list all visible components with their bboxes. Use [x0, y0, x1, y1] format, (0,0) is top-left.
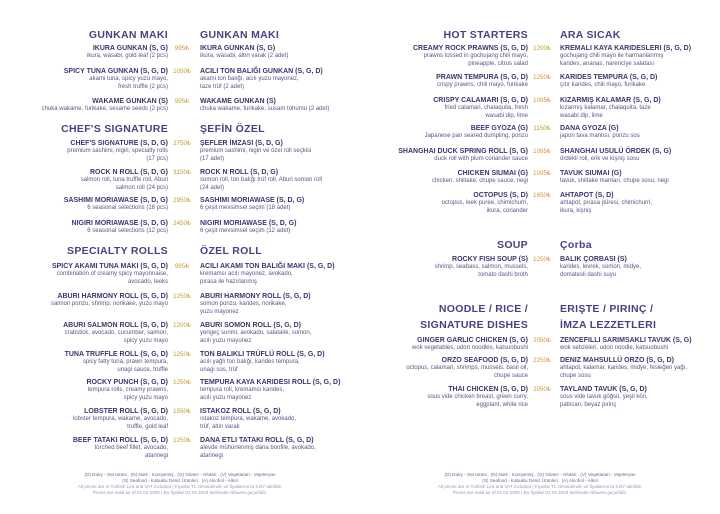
menu-item	[200, 407, 350, 431]
item-name: AHTAPOT (S, D)	[560, 192, 614, 199]
item-description: Japanese pan seared dumpling, ponzu	[424, 133, 528, 139]
item-name: OCTOPUS (S, D)	[473, 192, 528, 199]
menu-page-right	[360, 0, 720, 514]
item-description: spicy yuzu mayo	[123, 394, 168, 401]
section-title-line2: SIGNATURE DISHES	[420, 319, 528, 331]
item-name: DANA ETLI TATAKI ROLL (S, G, D)	[200, 437, 314, 444]
item-description: yengeç surimi, avokado, salatalık, somon,	[200, 330, 312, 336]
item-name: DANA GYOZA (G)	[560, 125, 619, 132]
item-description: karides, levrek, somon, midye,	[560, 264, 642, 270]
item-name: NIGIRI MORIAWASE (S, D, G)	[200, 220, 297, 227]
item-price: 1150₺	[533, 125, 551, 132]
item-name: DENIZ MAHSULLÜ ORZO (S, G, D)	[560, 357, 674, 364]
menu-item	[370, 356, 528, 380]
item-description: atarinegi	[144, 452, 168, 459]
item-price: 1200₺	[173, 322, 191, 329]
footer	[0, 472, 360, 496]
item-name: WAKAME GUNKAN (S)	[200, 98, 276, 105]
item-description: tempura roll, kremamsı karides,	[200, 387, 285, 393]
item-description: avocado, leeks	[127, 278, 168, 285]
menu-item	[10, 139, 168, 163]
item-description: 6 çeşit mevsimsel seçim (12 adet)	[200, 228, 291, 234]
item-name: GINGER GARLIC CHICKEN (S, G)	[417, 337, 528, 344]
menu-item	[200, 350, 350, 374]
item-description: truffle, gold leaf	[127, 423, 168, 430]
item-description: octopus, leek purée, chimichurri,	[441, 200, 528, 206]
item-price: 1200₺	[533, 45, 551, 52]
item-name: SASHIMI MORIAWASE (S, D, G)	[63, 197, 168, 204]
item-name: BALIK ÇORBASI (S)	[560, 256, 627, 263]
allergen-legend-1: (D) Dairy - Süt ürünü . (N) Nuts - Kuruyemiş . (G) Gluten - Gluten . (V) Vegetarian - Vejeteryan	[444, 472, 636, 477]
item-description: premium sashimi, nigiri ve özel roll seçkisi	[200, 148, 312, 154]
item-name: ŞEFLER İMZASI (S, D, G)	[200, 140, 283, 147]
menu-item	[370, 96, 528, 120]
item-description: tempura rolls, creamy prawns,	[87, 387, 168, 393]
section-title: ERIŞTE / PIRINÇ /	[560, 303, 654, 315]
menu-item	[200, 262, 350, 286]
menu-item	[560, 336, 710, 353]
item-description: unagi sos, trüf	[200, 366, 238, 373]
item-description: wok sebzeleri, udon noodle, katsuobushi	[560, 345, 669, 351]
item-description: pineapple, citrus salad	[468, 60, 528, 67]
item-name: SHANGHAI DUCK SPRING ROLL (S, G)	[398, 148, 528, 155]
section-title: ÖZEL ROLL	[200, 245, 263, 257]
item-description: ördekli roll, erik ve kişniş sosu	[560, 156, 640, 162]
item-name: ACILI AKAMI TON BALIĞI MAKI (S, G, D)	[200, 263, 335, 270]
menu-item	[200, 67, 350, 91]
item-name: BEEF GYOZA (G)	[470, 125, 528, 132]
item-description: chicken, shiitake, chupe sauce, negi	[431, 178, 528, 184]
item-description: sous vide chicken breast, green curry,	[427, 394, 528, 400]
item-price: 1650₺	[533, 192, 551, 199]
menu-item	[370, 191, 528, 215]
menu-item	[560, 96, 710, 120]
item-name: PRAWN TEMPURA (S, G, D)	[436, 74, 528, 81]
item-price: 995₺	[174, 263, 190, 270]
menu-item	[370, 147, 528, 164]
item-name: ROCKY FISH SOUP (S)	[452, 256, 528, 263]
item-price: 2950₺	[173, 197, 191, 204]
item-description: somon roll, ton balığı trüf roll, Aburi somon roll	[200, 177, 323, 183]
menu-item	[10, 219, 168, 236]
item-description: unagi sauce, truffle	[117, 366, 168, 373]
item-price: 1095₺	[533, 170, 551, 177]
item-description: octopus, calamari, shrimps, mussels, basil oil,	[406, 365, 528, 371]
validity-note: Prices are valid as of 01.04.2026 | Bu fiyatlar 01.04.2026 tarihinden itibaren geçerlidir.	[452, 490, 628, 495]
item-price: 1095₺	[533, 97, 551, 104]
item-description: ikura, kişniş	[560, 207, 592, 214]
menu-item	[370, 169, 528, 186]
item-name: SHANGHAI USULÜ ÖRDEK (S, G)	[560, 148, 672, 155]
item-description: wasabi dip, lime	[485, 112, 528, 119]
menu-item	[560, 191, 710, 215]
item-price: 995₺	[174, 98, 190, 105]
item-name: KARIDES TEMPURA (S, G, D)	[560, 74, 658, 81]
section-title: NOODLE / RICE /	[438, 303, 528, 315]
item-name: KIZARMIŞ KALAMAR (S, G, D)	[560, 97, 661, 104]
menu-item	[10, 67, 168, 91]
section-title: SPECIALTY ROLLS	[67, 245, 168, 257]
menu-item	[200, 97, 350, 114]
item-price: 2450₺	[173, 220, 191, 227]
item-price: 995₺	[174, 45, 190, 52]
item-description: crabstick, avocado, cucumber, salmon,	[64, 330, 168, 336]
item-description: (17 pcs)	[146, 155, 168, 162]
section-title-line2: İMZA LEZZETLERI	[560, 319, 657, 331]
item-description: çıtır karides, chili mayo, furikake	[560, 82, 646, 88]
item-description: prawns tossed in gochujang chili mayo,	[423, 53, 528, 59]
menu-item	[200, 168, 350, 192]
menu-item	[200, 44, 350, 61]
item-description: ikura, coriander	[486, 207, 528, 214]
item-description: somon ponzu, karides, norikake,	[200, 301, 287, 307]
menu-item	[560, 124, 710, 141]
menu-item	[10, 350, 168, 374]
menu-item	[560, 147, 710, 164]
section-title: GUNKAN MAKI	[88, 29, 168, 41]
item-description: karides, ananas, narenciye salatası	[560, 60, 655, 67]
item-name: ROCK N ROLL (S, D, G)	[89, 169, 168, 176]
item-name: TUNA TRUFFLE ROLL (S, G, D)	[64, 351, 168, 358]
item-name: SPICY AKAMI TUNA MAKI (S, G, D)	[51, 263, 168, 270]
menu-item	[10, 262, 168, 286]
item-description: wok vegetables, udon noodles, katsuobushi	[411, 345, 528, 351]
item-description: 6 seasonal selections (12 pcs)	[87, 228, 168, 234]
price-note: All prices are in Turkish Lira and VAT included | Fiyatlar TL cinsindendir ve fiyatlarımıza KDV dahildir.	[437, 484, 643, 489]
menu-item	[560, 169, 710, 186]
menu-item	[560, 44, 710, 68]
item-price: 2050₺	[533, 386, 551, 393]
item-description: tavuk, shiitake mantarı, chupe sosu, negi	[560, 178, 669, 184]
item-description: chupe sosu	[560, 372, 591, 379]
menu-item	[200, 321, 350, 345]
item-description: trüf, altın varak	[200, 423, 240, 430]
menu-item	[10, 196, 168, 213]
item-name: NIGIRI MORIAWASE (S, D, G)	[71, 220, 168, 227]
item-description: salmon roll (24 pcs)	[115, 184, 168, 191]
item-price: 1550₺	[173, 408, 191, 415]
menu-item	[10, 436, 168, 460]
item-description: torched beef fillet, avocado,	[94, 445, 168, 451]
item-description: kremamsı acılı mayonez, avokado,	[200, 271, 293, 277]
item-description: yuzu mayonez	[200, 308, 239, 315]
item-description: ıstakoz tempura, wakame, avokado,	[200, 416, 297, 422]
menu-item	[10, 292, 168, 309]
item-description: acılı yuzu mayonez	[200, 337, 252, 344]
item-name: IKURA GUNKAN (S, G)	[200, 45, 276, 52]
item-name: ABURI SOMON ROLL (S, G, D)	[200, 322, 301, 329]
item-description: ahtapot, kalamar, karides, midye, fesleğen yağı,	[560, 365, 688, 371]
item-name: KREMALI KAYA KARIDESLERI (S, G, D)	[560, 45, 692, 52]
menu-item	[370, 44, 528, 68]
section-title: ŞEFİN ÖZEL	[200, 123, 265, 135]
item-description: lobster tempura, wakame, avocado,	[72, 416, 168, 422]
item-description: salmon ponzu, shrimp, norikake, yuzu mayo	[50, 301, 168, 307]
item-description: atarinegi	[200, 452, 224, 459]
item-description: chupe sauce	[493, 372, 528, 379]
item-price: 2050₺	[533, 337, 551, 344]
menu-item	[370, 73, 528, 90]
item-name: TAVUK SIUMAI (G)	[560, 170, 622, 177]
item-name: TEMPURA KAYA KARIDESI ROLL (S, G, D)	[200, 379, 341, 386]
item-name: TON BALIKLI TRÜFLÜ ROLL (S, G, D)	[200, 351, 325, 358]
item-description: gochujang chili mayo ile harmanlanmış	[560, 53, 664, 59]
item-name: CRISPY CALAMARI (S, G, D)	[433, 97, 528, 104]
menu-item	[200, 436, 350, 460]
allergen-legend-1: (D) Dairy - Süt ürünü . (N) Nuts - Kuruyemiş . (G) Gluten - Gluten . (V) Vegetarian - Vejeteryan	[84, 472, 276, 477]
item-price: 1050₺	[173, 68, 191, 75]
item-description: pırasa ile hazırlanmış	[200, 278, 258, 285]
menu-item	[10, 321, 168, 345]
item-description: japon tava mantısı, ponzu sos	[560, 133, 640, 139]
item-price: 1250₺	[173, 437, 191, 444]
item-description: akami ton balığı, acılı yuzu mayonez,	[200, 76, 299, 82]
item-price: 2250₺	[533, 357, 551, 364]
menu-item	[200, 196, 350, 213]
menu-item	[560, 385, 710, 409]
item-name: TAYLAND TAVUK (S, G, D)	[560, 386, 647, 393]
menu-item	[10, 407, 168, 431]
menu-item	[370, 124, 528, 141]
item-description: premium sashimi, nigiri, specialty rolls	[67, 148, 168, 154]
item-name: ABURI HARMONY ROLL (S, G, D)	[57, 293, 168, 300]
item-price: 1250₺	[533, 256, 551, 263]
menu-item	[10, 44, 168, 61]
section-title: HOT STARTERS	[443, 29, 528, 41]
footer	[360, 472, 720, 496]
section-title: CHEF'S SIGNATURE	[61, 123, 168, 135]
item-description: eggplant, white rice	[476, 401, 528, 408]
menu-item	[200, 219, 350, 236]
item-description: spicy yuzu mayo	[123, 337, 168, 344]
menu-item	[10, 378, 168, 402]
item-description: duck roll with plum coriander sauce	[434, 156, 528, 162]
section-title: SOUP	[497, 239, 528, 251]
item-description: (17 adet)	[200, 155, 225, 162]
allergen-legend-2: (S) Seafood - Kabuklu Deniz Ürünleri . (A) Alcohol - Alkol	[482, 478, 598, 483]
validity-note: Prices are valid as of 01.04.2026 | Bu fiyatlar 01.04.2026 tarihinden itibaren geçerlidir.	[92, 490, 268, 495]
menu-item	[560, 255, 710, 279]
item-price: 1250₺	[173, 293, 191, 300]
item-name: ZENCEFILLI SARIMSAKLI TAVUK (S, G)	[560, 337, 692, 344]
item-name: WAKAME GUNKAN (S)	[92, 98, 168, 105]
item-description: sous vide tavuk göğsü, yeşil köri,	[560, 394, 648, 400]
item-description: combination of creamy spicy mayonnaise,	[56, 271, 168, 277]
item-description: patlıcan, beyaz pirinç	[560, 401, 617, 408]
item-description: ahtapot, pırasa püresi, chimichurri,	[560, 200, 653, 206]
item-description: domatesli dashi suyu	[560, 271, 617, 278]
item-name: ABURI SALMON ROLL (S, G, D)	[63, 322, 168, 329]
item-name: CREAMY ROCK PRAWNS (S, G, D)	[413, 45, 528, 52]
menu-item	[370, 385, 528, 409]
item-name: ORZO SEAFOOD (S, G, D)	[441, 357, 528, 364]
item-description: shrimp, seabass, salmon, mussels,	[434, 264, 528, 270]
item-description: taze trüf (2 adet)	[200, 83, 245, 90]
item-description: chuka wakame, furikake, susam tohumu (2 adet)	[200, 106, 330, 112]
item-description: 6 seasonal selections (18 pcs)	[87, 205, 168, 211]
item-name: ROCK N ROLL (S, D, G)	[200, 169, 279, 176]
menu-item	[10, 168, 168, 192]
item-price: 1250₺	[173, 351, 191, 358]
menu-item	[560, 73, 710, 90]
item-price: 3150₺	[173, 169, 191, 176]
menu-item	[560, 356, 710, 380]
item-name: CHICKEN SIUMAI (G)	[457, 170, 528, 177]
section-title: ARA SICAK	[560, 29, 621, 41]
item-description: akami tuna, spicy yuzu mayo,	[89, 76, 168, 82]
menu-item	[10, 97, 168, 114]
item-description: (24 adet)	[200, 184, 225, 191]
item-description: ikura, wasabi, altın varak (2 adet)	[200, 53, 289, 59]
menu-item	[370, 255, 528, 279]
item-price: 1250₺	[533, 74, 551, 81]
item-description: wasabi dip, lime	[560, 112, 603, 119]
item-price: 1250₺	[173, 379, 191, 386]
item-description: alevde mühürlenmiş dana bonfile, avokado,	[200, 445, 316, 451]
item-name: IKURA GUNKAN (S, G)	[92, 45, 168, 52]
section-title: Çorba	[560, 239, 592, 251]
item-name: LOBSTER ROLL (S, G, D)	[84, 408, 168, 415]
item-name: ROCKY PUNCH (S, G, D)	[86, 379, 168, 386]
item-name: CHEF'S SIGNATURE (S, D, G)	[70, 140, 168, 147]
item-description: acılı yağlı ton balığı, karides tempura,	[200, 359, 300, 365]
item-price: 2750₺	[173, 140, 191, 147]
item-description: kızarmış kalamar, chalaquita, taze	[560, 105, 651, 111]
menu-item	[200, 378, 350, 402]
item-description: salmon roll, tuna truffle roll, Aburi	[80, 177, 168, 183]
item-description: chuka wakame, furikake, sesame seeds (2 pcs)	[41, 106, 168, 112]
item-name: THAI CHICKEN (S, G, D)	[448, 386, 528, 393]
item-name: ACILI TON BALIĞI GUNKAN (S, G, D)	[200, 68, 323, 75]
item-description: fresh truffle (2 pcs)	[118, 83, 168, 90]
item-description: acılı yuzu mayonez	[200, 394, 252, 401]
menu-item	[370, 336, 528, 353]
item-description: spicy fatty tuna, prawn tempura,	[82, 359, 168, 365]
item-description: 6 çeşit mevsimsel seçim (18 adet)	[200, 205, 291, 211]
allergen-legend-2: (S) Seafood - Kabuklu Deniz Ürünleri . (A) Alcohol - Alkol	[122, 478, 238, 483]
menu-item	[200, 292, 350, 316]
item-description: tomato dashi broth	[478, 271, 528, 278]
item-description: crispy prawns, chili mayo, furikake	[436, 82, 528, 88]
item-name: BEEF TATAKI ROLL (S, G, D)	[72, 437, 168, 444]
price-note: All prices are in Turkish Lira and VAT included | Fiyatlar TL cinsindendir ve fiyatlarımıza KDV dahildir.	[77, 484, 283, 489]
item-name: SASHIMI MORIAWASE (S, D, G)	[200, 197, 305, 204]
item-description: fried calamari, chalaquita, fresh	[444, 105, 528, 111]
item-description: ikura, wasabi, gold leaf (2 pcs)	[86, 53, 168, 59]
item-name: SPICY TUNA GUNKAN (S, G, D)	[63, 68, 168, 75]
item-name: ABURI HARMONY ROLL (S, G, D)	[200, 293, 311, 300]
item-price: 1095₺	[533, 148, 551, 155]
menu-item	[200, 139, 350, 163]
item-name: ISTAKOZ ROLL (S, G, D)	[200, 408, 281, 415]
section-title: GUNKAN MAKI	[200, 29, 280, 41]
